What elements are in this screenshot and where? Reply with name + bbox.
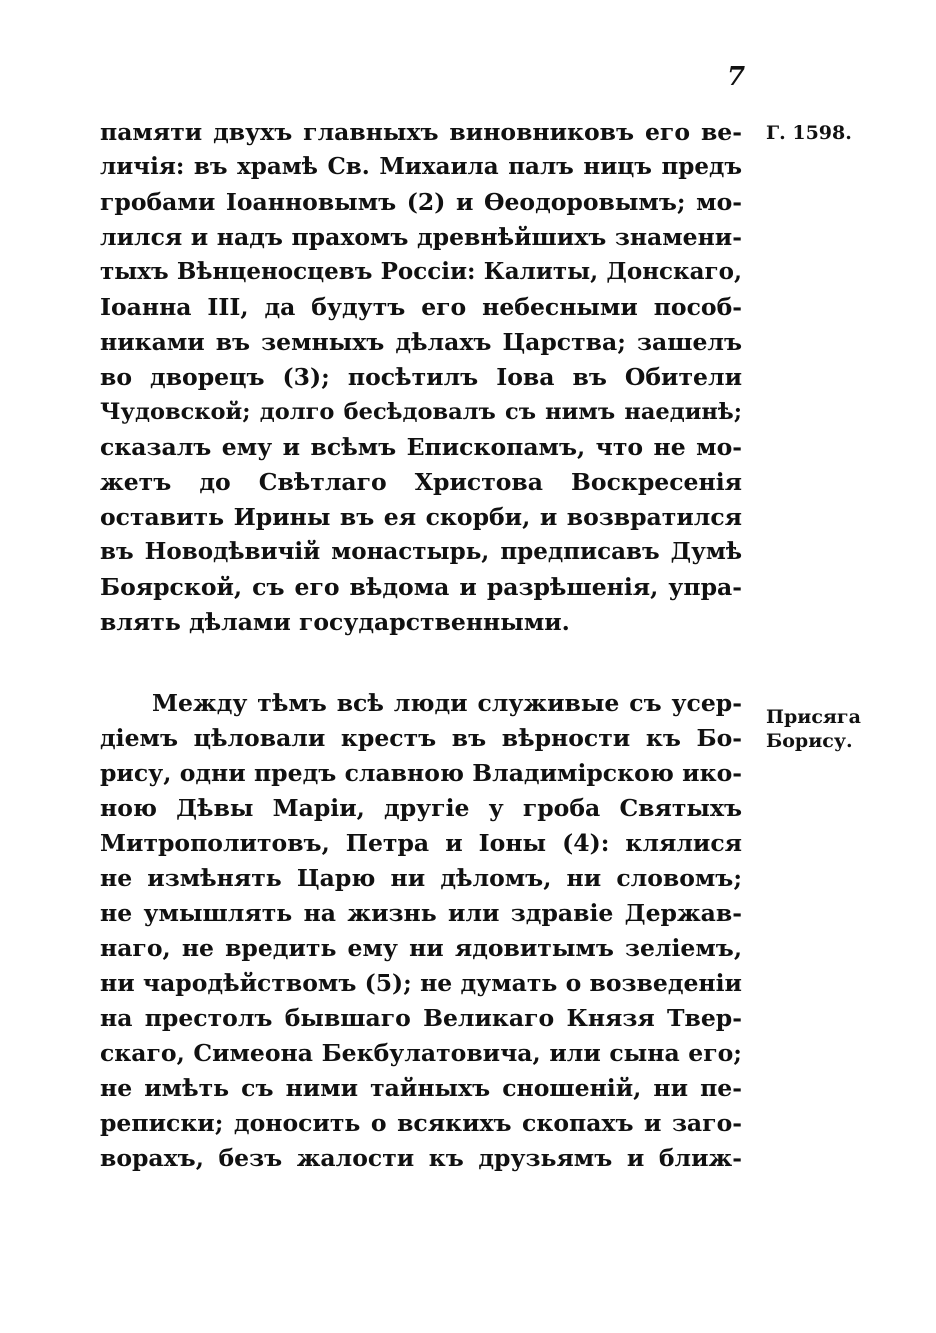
text-line: жетъ до Свѣтлаго Христова Воскресенія (100, 468, 742, 496)
text-line: ною Дѣвы Маріи, другіе у гроба Святыхъ (100, 794, 742, 822)
text-line: ворахъ, безъ жалости къ друзьямъ и ближ- (100, 1144, 742, 1172)
text-line: тыхъ Вѣнценосцевъ Россіи: Калиты, Донскаго, (100, 258, 742, 285)
text-line: памяти двухъ главныхъ виновниковъ его ве- (100, 118, 742, 146)
text-line: въ Новодѣвичій монастырь, предписавъ Думѣ (100, 538, 742, 565)
text-line: не умышлять на жизнь или здравіе Держав- (100, 899, 742, 927)
margin-note-oath-line-1: Присяга (766, 706, 861, 728)
text-line: влять дѣлами государственными. (100, 608, 570, 636)
text-line: во дворецъ (3); посѣтилъ Іова въ Обители (100, 363, 742, 391)
text-line: Іоанна III, да будутъ его небесными пособ- (100, 293, 742, 321)
text-line: реписки; доносить о всякихъ скопахъ и заго- (100, 1109, 742, 1137)
text-line: діемъ цѣловали крестъ въ вѣрности къ Бо- (100, 724, 742, 752)
text-line: на престолъ бывшаго Великаго Князя Твер- (100, 1004, 742, 1032)
text-line: Чудовской; долго бесѣдовалъ съ нимъ наединѣ; (100, 399, 742, 425)
text-line: лился и надъ прахомъ древнѣйшихъ знамени- (100, 223, 742, 251)
text-line: наго, не вредить ему ни ядовитымъ зеліемъ, (100, 934, 742, 962)
margin-note-oath-line-2: Борису. (766, 730, 853, 752)
margin-note-year: Г. 1598. (766, 122, 852, 144)
text-line: Боярской, съ его вѣдома и разрѣшенія, упра- (100, 573, 742, 601)
text-line: никами въ земныхъ дѣлахъ Царства; зашелъ (100, 328, 742, 356)
page-number: 7 (727, 62, 746, 92)
text-line: рису, одни предъ славною Владимірскою ико- (100, 759, 742, 787)
text-line: не измѣнять Царю ни дѣломъ, ни словомъ; (100, 864, 742, 892)
text-line: Между тѣмъ всѣ люди служивые съ усер- (152, 689, 742, 717)
text-line: гробами Іоанновымъ (2) и Ѳеодоровымъ; мо- (100, 188, 742, 216)
text-line: сказалъ ему и всѣмъ Епископамъ, что не мо- (100, 433, 742, 461)
text-line: Митрополитовъ, Петра и Іоны (4): клялися (100, 829, 742, 857)
text-line: скаго, Симеона Бекбулатовича, или сына его; (100, 1039, 742, 1067)
text-line: оставить Ирины въ ея скорби, и возвратился (100, 503, 742, 531)
text-line: не имѣть съ ними тайныхъ сношеній, ни пе- (100, 1074, 742, 1102)
text-line: личія: въ храмѣ Св. Михаила палъ ницъ предъ (100, 153, 742, 180)
text-line: ни чародѣйствомъ (5); не думать о возведеніи (100, 969, 742, 997)
